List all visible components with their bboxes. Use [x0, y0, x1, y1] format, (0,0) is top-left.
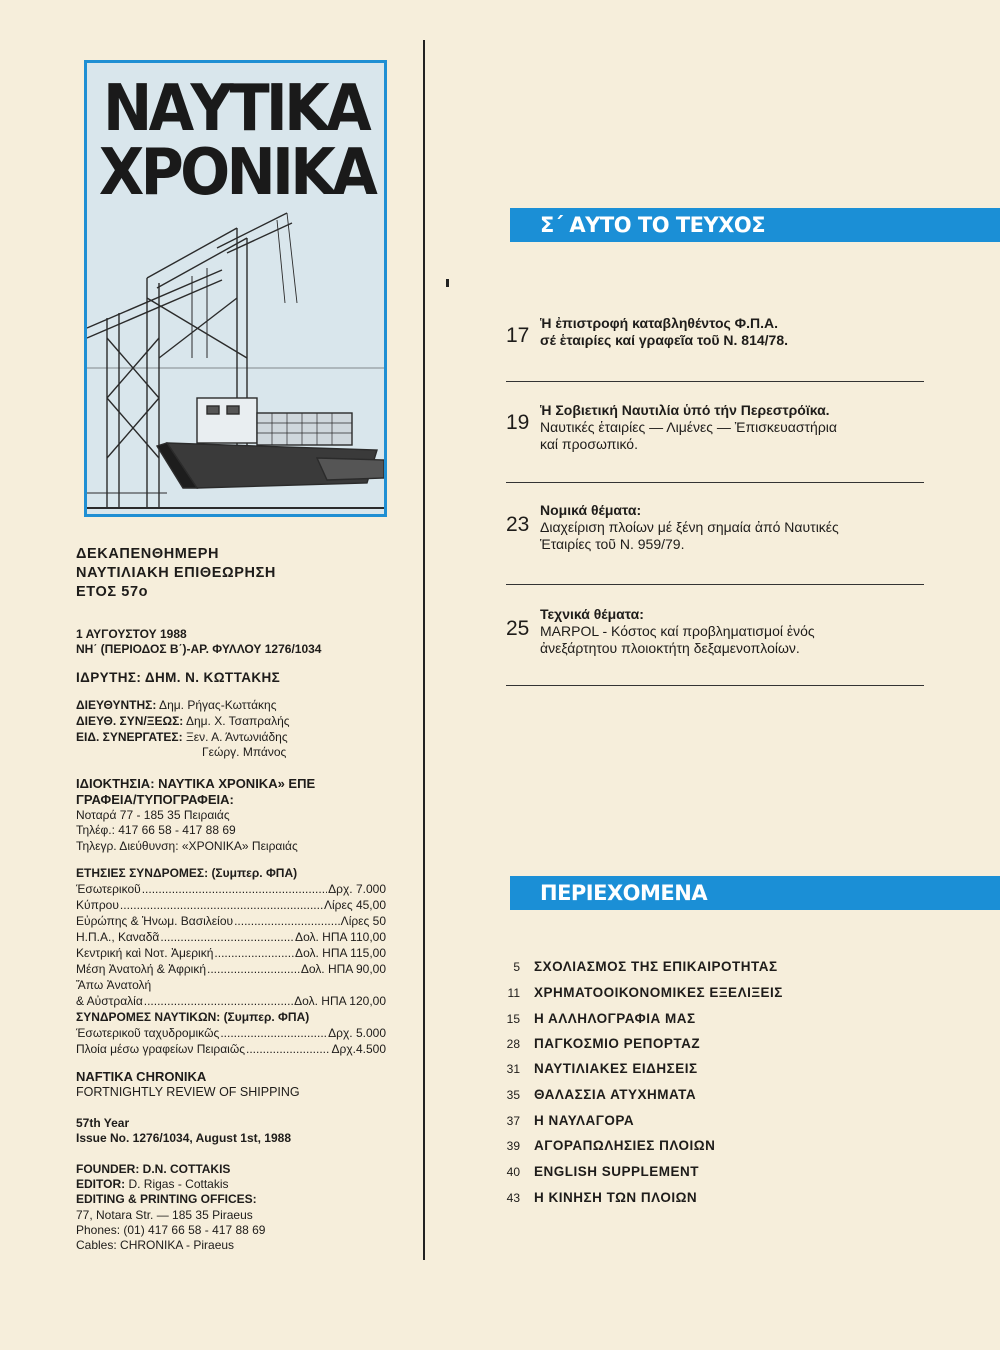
- article-line: Ἡ ἐπιστροφή καταβληθέντος Φ.Π.Α.: [540, 315, 779, 331]
- cover-image: [84, 60, 387, 517]
- cover-title-line2: ΧΡΟΝΙΚΑ: [98, 136, 375, 210]
- contents-item: 40 ENGLISH SUPPLEMENT: [506, 1164, 700, 1179]
- contents-item: 35 ΘΑΛΑΣΣΙΑ ΑΤΥΧΗΜΑΤΑ: [506, 1087, 697, 1102]
- offices-heading: ΓΡΑΦΕΙΑ/ΤΥΠΟΓΡΑΦΕΙΑ:: [76, 792, 234, 807]
- english-editor-label: EDITOR:: [76, 1177, 126, 1191]
- contributor-name-1: Ξεν. Α. Άντωνιάδης: [185, 730, 288, 744]
- english-subtitle: FORTNIGHTLY REVIEW OF SHIPPING: [76, 1085, 300, 1099]
- greek-cable: Τηλεγρ. Διεύθυνση: «ΧΡΟΝΙΚΑ» Πειραιάς: [76, 839, 298, 853]
- subscription-row: Πλοία μέσω γραφείων Πειραιῶς ..... Δρχ.4.500: [76, 1042, 386, 1057]
- contents-item: 31 ΝΑΥΤΙΛΙΑΚΕΣ ΕΙΔΗΣΕΙΣ: [506, 1061, 698, 1076]
- contents-item: 11 ΧΡΗΜΑΤΟΟΙΚΟΝΟΜΙΚΕΣ ΕΞΕΛΙΞΕΙΣ: [507, 985, 783, 1000]
- article-line: Τεχνικά θέματα:: [540, 606, 644, 622]
- director-label: ΔΙΕΥΘΥΝΤΗΣ:: [76, 698, 157, 712]
- founder-greek: ΙΔΡΥΤΗΣ: ΔΗΜ. Ν. ΚΩΤΤΑΚΗΣ: [76, 670, 281, 685]
- contents-item: 39 ΑΓΟΡΑΠΩΛΗΣΙΕΣ ΠΛΟΙΩΝ: [506, 1138, 716, 1153]
- masthead-line3: ΕΤΟΣ 57ο: [76, 584, 149, 600]
- english-year: 57th Year: [76, 1116, 130, 1130]
- contributor-name-2: Γεώργ. Μπάνος: [202, 745, 287, 759]
- contributors-label: ΕΙΔ. ΣΥΝΕΡΓΑΤΕΣ:: [76, 730, 183, 744]
- english-editor-line: [76, 1177, 229, 1192]
- issue-number: ΝΗ΄ (ΠΕΡΙΟΔΟΣ Β΄)-ΑΡ. ΦΥΛΛΟΥ 1276/1034: [76, 642, 322, 656]
- editor-line: [76, 714, 290, 729]
- article-line: Νομικά θέματα:: [540, 502, 642, 518]
- far-east-label: Ἄπω Ἀνατολή: [76, 978, 152, 992]
- column-divider: [423, 40, 425, 1260]
- contents-item: 15 Η ΑΛΛΗΛΟΓΡΑΦΙΑ ΜΑΣ: [506, 1011, 696, 1026]
- article-divider: [506, 685, 924, 686]
- contents-item: 28 ΠΑΓΚΟΣΜΙΟ ΡΕΠΟΡΤΑΖ: [506, 1036, 701, 1051]
- in-this-issue-heading: Σ΄ ΑΥΤΟ ΤΟ ΤΕΥΧΟΣ: [510, 208, 1000, 242]
- contents-item: 5 ΣΧΟΛΙΑΣΜΟΣ ΤΗΣ ΕΠΙΚΑΙΡΟΤΗΤΑΣ: [513, 959, 778, 974]
- masthead-line1: ΔΕΚΑΠΕΝΘΗΜΕΡΗ: [76, 546, 220, 562]
- article-line: καί προσωπικό.: [540, 436, 638, 452]
- editor-name: Δημ. Χ. Τσαπραλής: [185, 714, 290, 728]
- english-offices-heading: EDITING & PRINTING OFFICES:: [76, 1192, 257, 1206]
- editor-label: ΔΙΕΥΘ. ΣΥΝ/ΞΕΩΣ:: [76, 714, 184, 728]
- subscription-row: & Αὐστραλία ..... Δολ. ΗΠΑ 120,00: [76, 994, 386, 1009]
- issue-date: 1 ΑΥΓΟΥΣΤΟΥ 1988: [76, 627, 187, 641]
- director-name: Δημ. Ρήγας-Κωττάκης: [159, 698, 277, 712]
- subscription-row: Μέση Ἀνατολή & Ἀφρική ..... Δολ. ΗΠΑ 90,00: [76, 962, 386, 977]
- article-line: Ναυτικές ἑταιρίες — Λιμένες — Ἐπισκευαστήρια: [540, 419, 837, 435]
- contents-heading: ΠΕΡΙΕΧΟΜΕΝΑ: [510, 876, 1000, 910]
- article-line: σέ ἑταιρίες καί γραφεῖα τοῦ Ν. 814/78.: [540, 332, 789, 348]
- ownership-line: ΙΔΙΟΚΤΗΣΙΑ: ΝΑΥΤΙΚΑ ΧΡΟΝΙΚΑ» ΕΠΕ: [76, 776, 316, 791]
- contributors-line: [76, 730, 288, 745]
- article-page-23: 23: [506, 513, 530, 536]
- subscription-row: Κύπρου ..... Λίρες 45,00: [76, 898, 386, 913]
- cover-title-line1: ΝΑΥΤΙΚΑ: [103, 72, 368, 146]
- subscription-row: Εὐρώπης & Ἡνωμ. Βασιλείου ..... Λίρες 50: [76, 914, 386, 929]
- article-divider: [506, 381, 924, 382]
- article-page-19: 19: [506, 411, 530, 434]
- shipping-subscriptions-heading: ΣΥΝΔΡΟΜΕΣ ΝΑΥΤΙΚΩΝ: (Συμπερ. ΦΠΑ): [76, 1010, 310, 1024]
- english-phones: Phones: (01) 417 66 58 - 417 88 69: [76, 1223, 266, 1237]
- article-line: MARPOL - Κόστος καί προβληματισμοί ἑνός: [540, 623, 815, 639]
- article-page-25: 25: [506, 617, 530, 640]
- english-cables: Cables: CHRONIKA - Piraeus: [76, 1238, 235, 1252]
- subscription-row: Έσωτερικοῦ ..... Δρχ. 7.000: [76, 882, 386, 897]
- english-editor-name: D. Rigas - Cottakis: [128, 1177, 229, 1191]
- subscription-row: Έσωτερικοῦ ταχυδρομικῶς ..... Δρχ. 5.000: [76, 1026, 386, 1041]
- greek-address: Νοταρά 77 - 185 35 Πειραιάς: [76, 808, 230, 822]
- article-divider: [506, 482, 924, 483]
- article-line: Ἑταιρίες τοῦ Ν. 959/79.: [540, 536, 685, 552]
- subscriptions-heading: ΕΤΗΣΙΕΣ ΣΥΝΔΡΟΜΕΣ: (Συμπερ. ΦΠΑ): [76, 866, 298, 880]
- article-page-17: 17: [506, 324, 530, 347]
- english-street: 77, Notara Str. — 185 35 Piraeus: [76, 1208, 253, 1222]
- english-title: NAFTIKA CHRONIKA: [76, 1069, 207, 1084]
- article-divider: [506, 584, 924, 585]
- margin-mark: [446, 279, 449, 287]
- english-issue: Issue No. 1276/1034, August 1st, 1988: [76, 1131, 291, 1145]
- greek-phone: Τηλέφ.: 417 66 58 - 417 88 69: [76, 823, 236, 837]
- masthead-line2: ΝΑΥΤΙΛΙΑΚΗ ΕΠΙΘΕΩΡΗΣΗ: [76, 565, 276, 581]
- director-line: [76, 698, 276, 713]
- container-crane-ship-icon: [87, 208, 384, 514]
- article-line: ἀνεξάρτητου πλοιοκτήτη δεξαμενοπλοίων.: [540, 640, 800, 656]
- article-line: Διαχείριση πλοίων μέ ξένη σημαία ἀπό Ναυτικές: [540, 519, 839, 535]
- english-founder: FOUNDER: D.N. COTTAKIS: [76, 1162, 231, 1176]
- contents-item: 37 Η ΝΑΥΛΑΓΟΡΑ: [506, 1113, 635, 1128]
- subscription-row: Κεντρική καὶ Νοτ. Ἀμερική ..... Δολ. ΗΠΑ 115,00: [76, 946, 386, 961]
- article-line: Ἡ Σοβιετική Ναυτιλία ὑπό τήν Περεστρόϊκα.: [540, 402, 830, 418]
- contents-item: 43 Η ΚΙΝΗΣΗ ΤΩΝ ΠΛΟΙΩΝ: [506, 1190, 698, 1205]
- subscription-row: Η.Π.Α., Καναδᾶ ..... Δολ. ΗΠΑ 110,00: [76, 930, 386, 945]
